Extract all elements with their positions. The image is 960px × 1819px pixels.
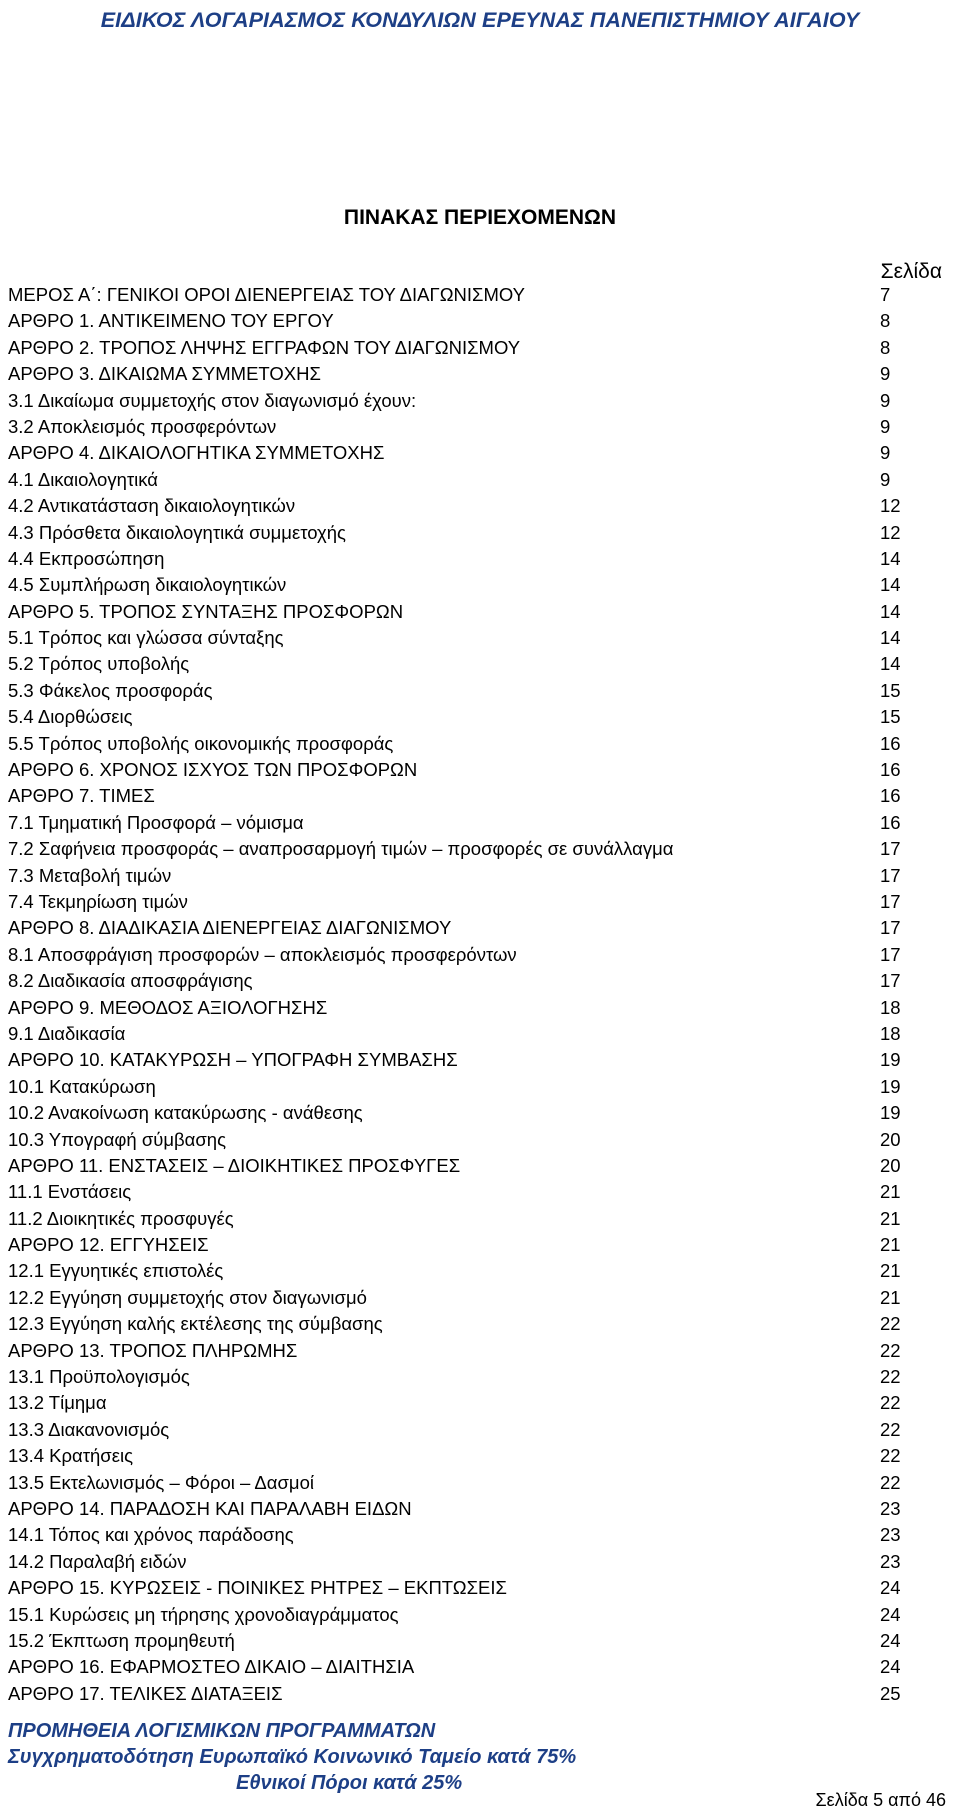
toc-entry-page: 21: [880, 1234, 901, 1256]
toc-entry-page: 18: [880, 1022, 901, 1044]
toc-entry-text: 13.1 Προϋπολογισμός: [8, 1366, 190, 1388]
toc-entry[interactable]: [8, 889, 943, 915]
toc-entry-text: ΑΡΘΡΟ 17. ΤΕΛΙΚΕΣ ΔΙΑΤΑΞΕΙΣ: [8, 1682, 283, 1704]
toc-entry-page: 22: [880, 1471, 901, 1493]
toc-entry-text: 7.2 Σαφήνεια προσφοράς – αναπροσαρμογή τιμών – προσφορές σε συνάλλαγμα: [8, 838, 674, 860]
toc-entry[interactable]: [8, 731, 943, 757]
toc-entry-page: 22: [880, 1418, 901, 1440]
table-of-contents: [8, 282, 943, 1707]
toc-entry-page: 12: [880, 521, 901, 543]
toc-entry-page: 12: [880, 495, 901, 517]
toc-entry-text: 13.2 Τίμημα: [8, 1392, 107, 1414]
toc-entry-text: ΑΡΘΡΟ 13. ΤΡΟΠΟΣ ΠΛΗΡΩΜΗΣ: [8, 1339, 298, 1361]
toc-entry-text: 10.3 Υπογραφή σύμβασης: [8, 1128, 226, 1150]
toc-entry-page: 9: [880, 442, 891, 464]
toc-entry-text: 10.1 Κατακύρωση: [8, 1075, 156, 1097]
toc-entry[interactable]: [8, 1100, 943, 1126]
toc-entry[interactable]: [8, 1179, 943, 1205]
toc-entry-page: 22: [880, 1366, 901, 1388]
toc-entry[interactable]: [8, 1206, 943, 1232]
toc-entry-text: 13.3 Διακανονισμός: [8, 1418, 170, 1440]
toc-entry[interactable]: [8, 863, 943, 889]
toc-entry-page: 20: [880, 1154, 901, 1176]
toc-entry[interactable]: [8, 651, 943, 677]
toc-entry-text: ΑΡΘΡΟ 7. ΤΙΜΕΣ: [8, 785, 155, 807]
toc-entry-text: 11.1 Ενστάσεις: [8, 1181, 132, 1203]
toc-entry-text: 5.2 Τρόπος υποβολής: [8, 653, 190, 675]
toc-entry-text: 10.2 Ανακοίνωση κατακύρωσης - ανάθεσης: [8, 1102, 363, 1124]
toc-entry-page: 21: [880, 1181, 901, 1203]
toc-entry-page: 17: [880, 970, 901, 992]
toc-entry[interactable]: [8, 1153, 943, 1179]
toc-entry-text: 12.2 Εγγύηση συμμετοχής στον διαγωνισμό: [8, 1286, 367, 1308]
toc-entry-page: 22: [880, 1313, 901, 1335]
toc-entry[interactable]: [8, 1417, 943, 1443]
toc-entry-page: 9: [880, 415, 891, 437]
toc-entry[interactable]: [8, 1258, 943, 1284]
toc-entry[interactable]: [8, 1549, 943, 1575]
toc-entry[interactable]: [8, 1364, 943, 1390]
toc-entry-page: 14: [880, 574, 901, 596]
toc-entry-page: 23: [880, 1550, 901, 1572]
toc-entry-text: 8.1 Αποσφράγιση προσφορών – αποκλεισμός προσφερόντων: [8, 943, 517, 965]
toc-entry-text: 13.4 Κρατήσεις: [8, 1445, 133, 1467]
toc-entry-page: 24: [880, 1629, 901, 1651]
toc-entry-page: 23: [880, 1524, 901, 1546]
toc-entry-page: 19: [880, 1075, 901, 1097]
toc-entry[interactable]: [8, 625, 943, 651]
toc-entry-page: 24: [880, 1603, 901, 1625]
toc-page-column-label: Σελίδα: [880, 260, 942, 283]
toc-entry-text: 14.1 Τόπος και χρόνος παράδοσης: [8, 1524, 294, 1546]
toc-entry[interactable]: [8, 995, 943, 1021]
toc-entry[interactable]: [8, 1074, 943, 1100]
toc-entry[interactable]: [8, 308, 943, 334]
toc-entry-text: 7.3 Μεταβολή τιμών: [8, 864, 172, 886]
toc-entry[interactable]: [8, 414, 943, 440]
toc-entry-text: 12.1 Εγγυητικές επιστολές: [8, 1260, 224, 1282]
toc-entry-text: 11.2 Διοικητικές προσφυγές: [8, 1207, 234, 1229]
toc-entry-text: 12.3 Εγγύηση καλής εκτέλεσης της σύμβασης: [8, 1313, 383, 1335]
toc-entry[interactable]: [8, 1681, 943, 1707]
toc-entry-text: 7.1 Τμηματική Προσφορά – νόμισμα: [8, 811, 304, 833]
toc-entry-text: 14.2 Παραλαβή ειδών: [8, 1550, 187, 1572]
toc-entry[interactable]: [8, 1575, 943, 1601]
toc-entry-text: 4.5 Συμπλήρωση δικαιολογητικών: [8, 574, 287, 596]
toc-entry-page: 7: [880, 284, 891, 305]
toc-entry[interactable]: [8, 572, 943, 598]
toc-title: ΠΙΝΑΚΑΣ ΠΕΡΙΕΧΟΜΕΝΩΝ: [343, 206, 617, 229]
toc-entry-page: 23: [880, 1497, 901, 1519]
toc-entry-page: 17: [880, 864, 901, 886]
toc-entry-page: 14: [880, 600, 901, 622]
toc-entry-text: 8.2 Διαδικασία αποσφράγισης: [8, 970, 253, 992]
toc-entry[interactable]: [8, 1285, 943, 1311]
toc-entry-text: 3.1 Δικαίωμα συμμετοχής στον διαγωνισμό έχουν:: [8, 389, 417, 411]
toc-entry-text: 5.5 Τρόπος υποβολής οικονομικής προσφοράς: [8, 732, 394, 754]
toc-entry-page: 16: [880, 811, 901, 833]
toc-entry-page: 24: [880, 1577, 901, 1599]
toc-entry[interactable]: [8, 1311, 943, 1337]
toc-entry-text: 5.3 Φάκελος προσφοράς: [8, 679, 213, 701]
footer-national-resources-line: Εθνικοί Πόροι κατά 25%: [236, 1772, 463, 1794]
toc-entry-page: 16: [880, 785, 901, 807]
toc-entry-page: 22: [880, 1392, 901, 1414]
toc-entry[interactable]: [8, 546, 943, 572]
toc-entry[interactable]: [8, 1496, 943, 1522]
toc-entry[interactable]: [8, 915, 943, 941]
toc-entry-text: ΑΡΘΡΟ 4. ΔΙΚΑΙΟΛΟΓΗΤΙΚΑ ΣΥΜΜΕΤΟΧΗΣ: [8, 442, 385, 464]
toc-entry-text: ΑΡΘΡΟ 3. ΔΙΚΑΙΩΜΑ ΣΥΜΜΕΤΟΧΗΣ: [8, 363, 321, 385]
toc-entry-page: 14: [880, 653, 901, 675]
toc-entry[interactable]: [8, 467, 943, 493]
toc-entry-text: ΑΡΘΡΟ 9. ΜΕΘΟΔΟΣ ΑΞΙΟΛΟΓΗΣΗΣ: [8, 996, 328, 1018]
toc-entry[interactable]: [8, 1470, 943, 1496]
toc-entry[interactable]: [8, 783, 943, 809]
toc-entry[interactable]: [8, 282, 943, 308]
toc-entry-text: ΑΡΘΡΟ 10. ΚΑΤΑΚΥΡΩΣΗ – ΥΠΟΓΡΑΦΗ ΣΥΜΒΑΣΗΣ: [8, 1049, 458, 1071]
toc-entry[interactable]: [8, 1628, 943, 1654]
toc-entry[interactable]: [8, 1522, 943, 1548]
toc-entry-text: 9.1 Διαδικασία: [8, 1022, 126, 1044]
toc-entry[interactable]: [8, 757, 943, 783]
toc-entry-text: ΑΡΘΡΟ 8. ΔΙΑΔΙΚΑΣΙΑ ΔΙΕΝΕΡΓΕΙΑΣ ΔΙΑΓΩΝΙΣΜΟΥ: [8, 917, 452, 939]
toc-entry-text: 7.4 Τεκμηρίωση τιμών: [8, 890, 188, 912]
toc-entry-page: 19: [880, 1102, 901, 1124]
toc-entry-text: ΑΡΘΡΟ 1. ΑΝΤΙΚΕΙΜΕΝΟ ΤΟΥ ΕΡΓΟΥ: [8, 310, 334, 332]
toc-entry-page: 17: [880, 890, 901, 912]
toc-entry-text: ΑΡΘΡΟ 2. ΤΡΟΠΟΣ ΛΗΨΗΣ ΕΓΓΡΑΦΩΝ ΤΟΥ ΔΙΑΓΩΝΙΣΜΟΥ: [8, 336, 521, 358]
toc-entry[interactable]: [8, 836, 943, 862]
toc-entry-text: 4.3 Πρόσθετα δικαιολογητικά συμμετοχής: [8, 521, 346, 543]
toc-entry-page: 22: [880, 1339, 901, 1361]
toc-entry[interactable]: [8, 704, 943, 730]
toc-entry-page: 9: [880, 468, 891, 490]
toc-entry-page: 20: [880, 1128, 901, 1150]
toc-entry-page: 21: [880, 1207, 901, 1229]
toc-entry-text: ΑΡΘΡΟ 6. ΧΡΟΝΟΣ ΙΣΧΥΟΣ ΤΩΝ ΠΡΟΣΦΟΡΩΝ: [8, 759, 418, 781]
toc-entry-text: ΑΡΘΡΟ 11. ΕΝΣΤΑΣΕΙΣ – ΔΙΟΙΚΗΤΙΚΕΣ ΠΡΟΣΦΥΓΕΣ: [8, 1154, 461, 1176]
toc-entry-page: 16: [880, 759, 901, 781]
toc-entry-page: 15: [880, 706, 901, 728]
toc-entry[interactable]: [8, 361, 943, 387]
toc-entry-text: 15.1 Κυρώσεις μη τήρησης χρονοδιαγράμματος: [8, 1603, 399, 1625]
toc-entry-page: 9: [880, 363, 891, 385]
toc-entry-page: 16: [880, 732, 901, 754]
toc-entry-page: 21: [880, 1286, 901, 1308]
toc-entry[interactable]: [8, 1338, 943, 1364]
toc-entry-text: 5.1 Τρόπος και γλώσσα σύνταξης: [8, 627, 284, 649]
toc-entry-page: 14: [880, 547, 901, 569]
toc-entry-text: 5.4 Διορθώσεις: [8, 706, 133, 728]
toc-entry-page: 8: [880, 310, 891, 332]
toc-entry-text: ΑΡΘΡΟ 15. ΚΥΡΩΣΕΙΣ - ΠΟΙΝΙΚΕΣ ΡΗΤΡΕΣ – ΕΚΠΤΩΣΕΙΣ: [8, 1577, 507, 1599]
toc-entry-page: 22: [880, 1445, 901, 1467]
toc-entry[interactable]: [8, 968, 943, 994]
toc-entry-page: 14: [880, 627, 901, 649]
toc-entry-page: 9: [880, 389, 891, 411]
toc-entry-page: 25: [880, 1682, 901, 1704]
toc-entry-page: 8: [880, 336, 891, 358]
toc-entry-page: 24: [880, 1656, 901, 1678]
toc-entry[interactable]: [8, 942, 943, 968]
toc-entry[interactable]: [8, 1654, 943, 1680]
toc-entry-text: ΑΡΘΡΟ 12. ΕΓΓΥΗΣΕΙΣ: [8, 1234, 209, 1256]
toc-entry[interactable]: [8, 335, 943, 361]
toc-entry-text: 4.1 Δικαιολογητικά: [8, 468, 159, 490]
toc-entry-text: 3.2 Αποκλεισμός προσφερόντων: [8, 415, 277, 437]
toc-entry[interactable]: [8, 1127, 943, 1153]
toc-entry-text: 13.5 Εκτελωνισμός – Φόροι – Δασμοί: [8, 1471, 314, 1493]
toc-entry-text: ΑΡΘΡΟ 16. ΕΦΑΡΜΟΣΤΕΟ ΔΙΚΑΙΟ – ΔΙΑΙΤΗΣΙΑ: [8, 1656, 415, 1678]
footer-funding-line: Συγχρηματοδότηση Ευρωπαϊκό Κοινωνικό Ταμείο κατά 75%: [8, 1746, 577, 1768]
toc-entry-text: 4.4 Εκπροσώπηση: [8, 547, 165, 569]
toc-entry-page: 17: [880, 917, 901, 939]
toc-entry[interactable]: [8, 599, 943, 625]
toc-entry[interactable]: [8, 1232, 943, 1258]
toc-entry[interactable]: [8, 493, 943, 519]
toc-entry-text: ΑΡΘΡΟ 14. ΠΑΡΑΔΟΣΗ ΚΑΙ ΠΑΡΑΛΑΒΗ ΕΙΔΩΝ: [8, 1497, 412, 1519]
toc-entry[interactable]: [8, 810, 943, 836]
toc-entry[interactable]: [8, 1047, 943, 1073]
toc-entry-page: 15: [880, 679, 901, 701]
toc-entry[interactable]: [8, 1390, 943, 1416]
toc-entry-page: 17: [880, 943, 901, 965]
page-number: Σελίδα 5 από 46: [815, 1790, 946, 1810]
toc-entry[interactable]: [8, 1021, 943, 1047]
toc-entry-page: 21: [880, 1260, 901, 1282]
toc-entry-page: 17: [880, 838, 901, 860]
document-header: ΕΙΔΙΚΟΣ ΛΟΓΑΡΙΑΣΜΟΣ ΚΟΝΔΥΛΙΩΝ ΕΡΕΥΝΑΣ ΠΑΝΕΠΙΣΤΗΜΙΟΥ ΑΙΓΑΙΟΥ: [100, 8, 860, 32]
toc-entry-page: 18: [880, 996, 901, 1018]
toc-entry-page: 19: [880, 1049, 901, 1071]
toc-entry-text: ΜΕΡΟΣ Α΄: ΓΕΝΙΚΟΙ ΟΡΟΙ ΔΙΕΝΕΡΓΕΙΑΣ ΤΟΥ ΔΙΑΓΩΝΙΣΜΟΥ: [8, 284, 526, 305]
toc-entry[interactable]: [8, 1443, 943, 1469]
footer-project-title: ΠΡΟΜΗΘΕΙΑ ΛΟΓΙΣΜΙΚΩΝ ΠΡΟΓΡΑΜΜΑΤΩΝ: [8, 1720, 436, 1742]
toc-entry-text: ΑΡΘΡΟ 5. ΤΡΟΠΟΣ ΣΥΝΤΑΞΗΣ ΠΡΟΣΦΟΡΩΝ: [8, 600, 404, 622]
toc-entry[interactable]: [8, 520, 943, 546]
toc-entry-text: 15.2 Έκπτωση προμηθευτή: [8, 1629, 235, 1651]
toc-entry[interactable]: [8, 440, 943, 466]
toc-entry[interactable]: [8, 388, 943, 414]
toc-entry[interactable]: [8, 678, 943, 704]
toc-entry-text: 4.2 Αντικατάσταση δικαιολογητικών: [8, 495, 296, 517]
toc-entry[interactable]: [8, 1602, 943, 1628]
